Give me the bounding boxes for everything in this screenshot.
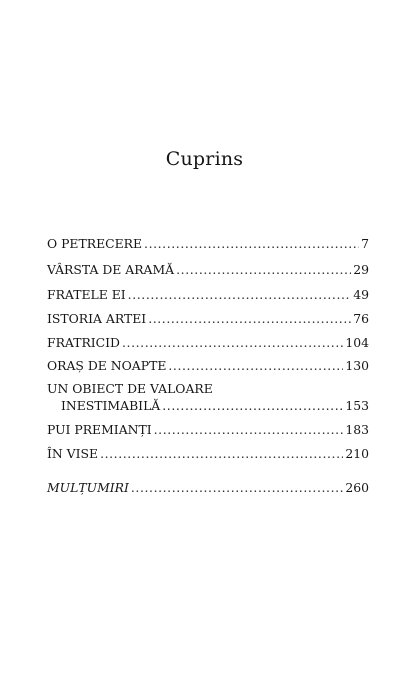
toc-entry-page: 29 xyxy=(353,262,369,277)
page-title: Cuprins xyxy=(165,148,244,170)
dot-leader xyxy=(176,262,351,278)
toc-entry-page: 130 xyxy=(345,358,369,373)
toc-entry[interactable] xyxy=(47,422,369,438)
toc-entry-page: 104 xyxy=(345,335,369,350)
dot-leader xyxy=(100,446,343,462)
toc-entry[interactable] xyxy=(47,446,369,462)
toc-entry-title: FRATRICID xyxy=(47,335,120,350)
toc-entry[interactable] xyxy=(47,236,369,252)
toc-entry-second-row xyxy=(61,398,369,414)
dot-leader xyxy=(148,311,351,327)
toc-entry[interactable] xyxy=(47,287,369,303)
toc-entry-page: 76 xyxy=(353,311,369,326)
toc-entry-page: 153 xyxy=(345,398,369,413)
dot-leader xyxy=(162,398,343,414)
toc-entry-title: ORAȘ DE NOAPTE xyxy=(47,358,167,373)
toc-entry[interactable] xyxy=(47,358,369,374)
dot-leader xyxy=(128,287,352,303)
dot-leader xyxy=(144,236,359,252)
dot-leader xyxy=(154,422,344,438)
dot-leader xyxy=(168,358,343,374)
dot-leader xyxy=(122,335,343,351)
toc-entry-title: O PETRECERE xyxy=(47,236,143,251)
toc-entry-title: PUI PREMIANȚI xyxy=(47,422,152,437)
toc-entry[interactable] xyxy=(47,480,369,496)
toc-entry[interactable] xyxy=(47,335,369,351)
toc-entry[interactable] xyxy=(47,311,369,327)
toc-entry-page: 210 xyxy=(345,446,369,461)
toc-entry-title: ÎN VISE xyxy=(47,446,99,461)
toc-entry-page: 183 xyxy=(345,422,369,437)
toc-entry-title: FRATELE EI xyxy=(47,287,126,302)
toc-entry-page: 49 xyxy=(353,287,369,302)
toc-entry-page: 260 xyxy=(345,480,369,495)
toc-entry-title: ISTORIA ARTEI xyxy=(47,311,147,326)
dot-leader xyxy=(131,480,343,496)
toc-entry-title-line-1: UN OBIECT DE VALOARE xyxy=(47,381,213,396)
toc-entry-page: 7 xyxy=(361,236,369,251)
toc-entry-title: MULȚUMIRI xyxy=(47,480,129,495)
toc-entry[interactable] xyxy=(47,381,369,415)
toc-entry-title: VÂRSTA DE ARAMĂ xyxy=(47,262,175,277)
toc-entry[interactable] xyxy=(47,262,369,278)
toc-entry-title-line-2: INESTIMABILĂ xyxy=(61,398,161,413)
